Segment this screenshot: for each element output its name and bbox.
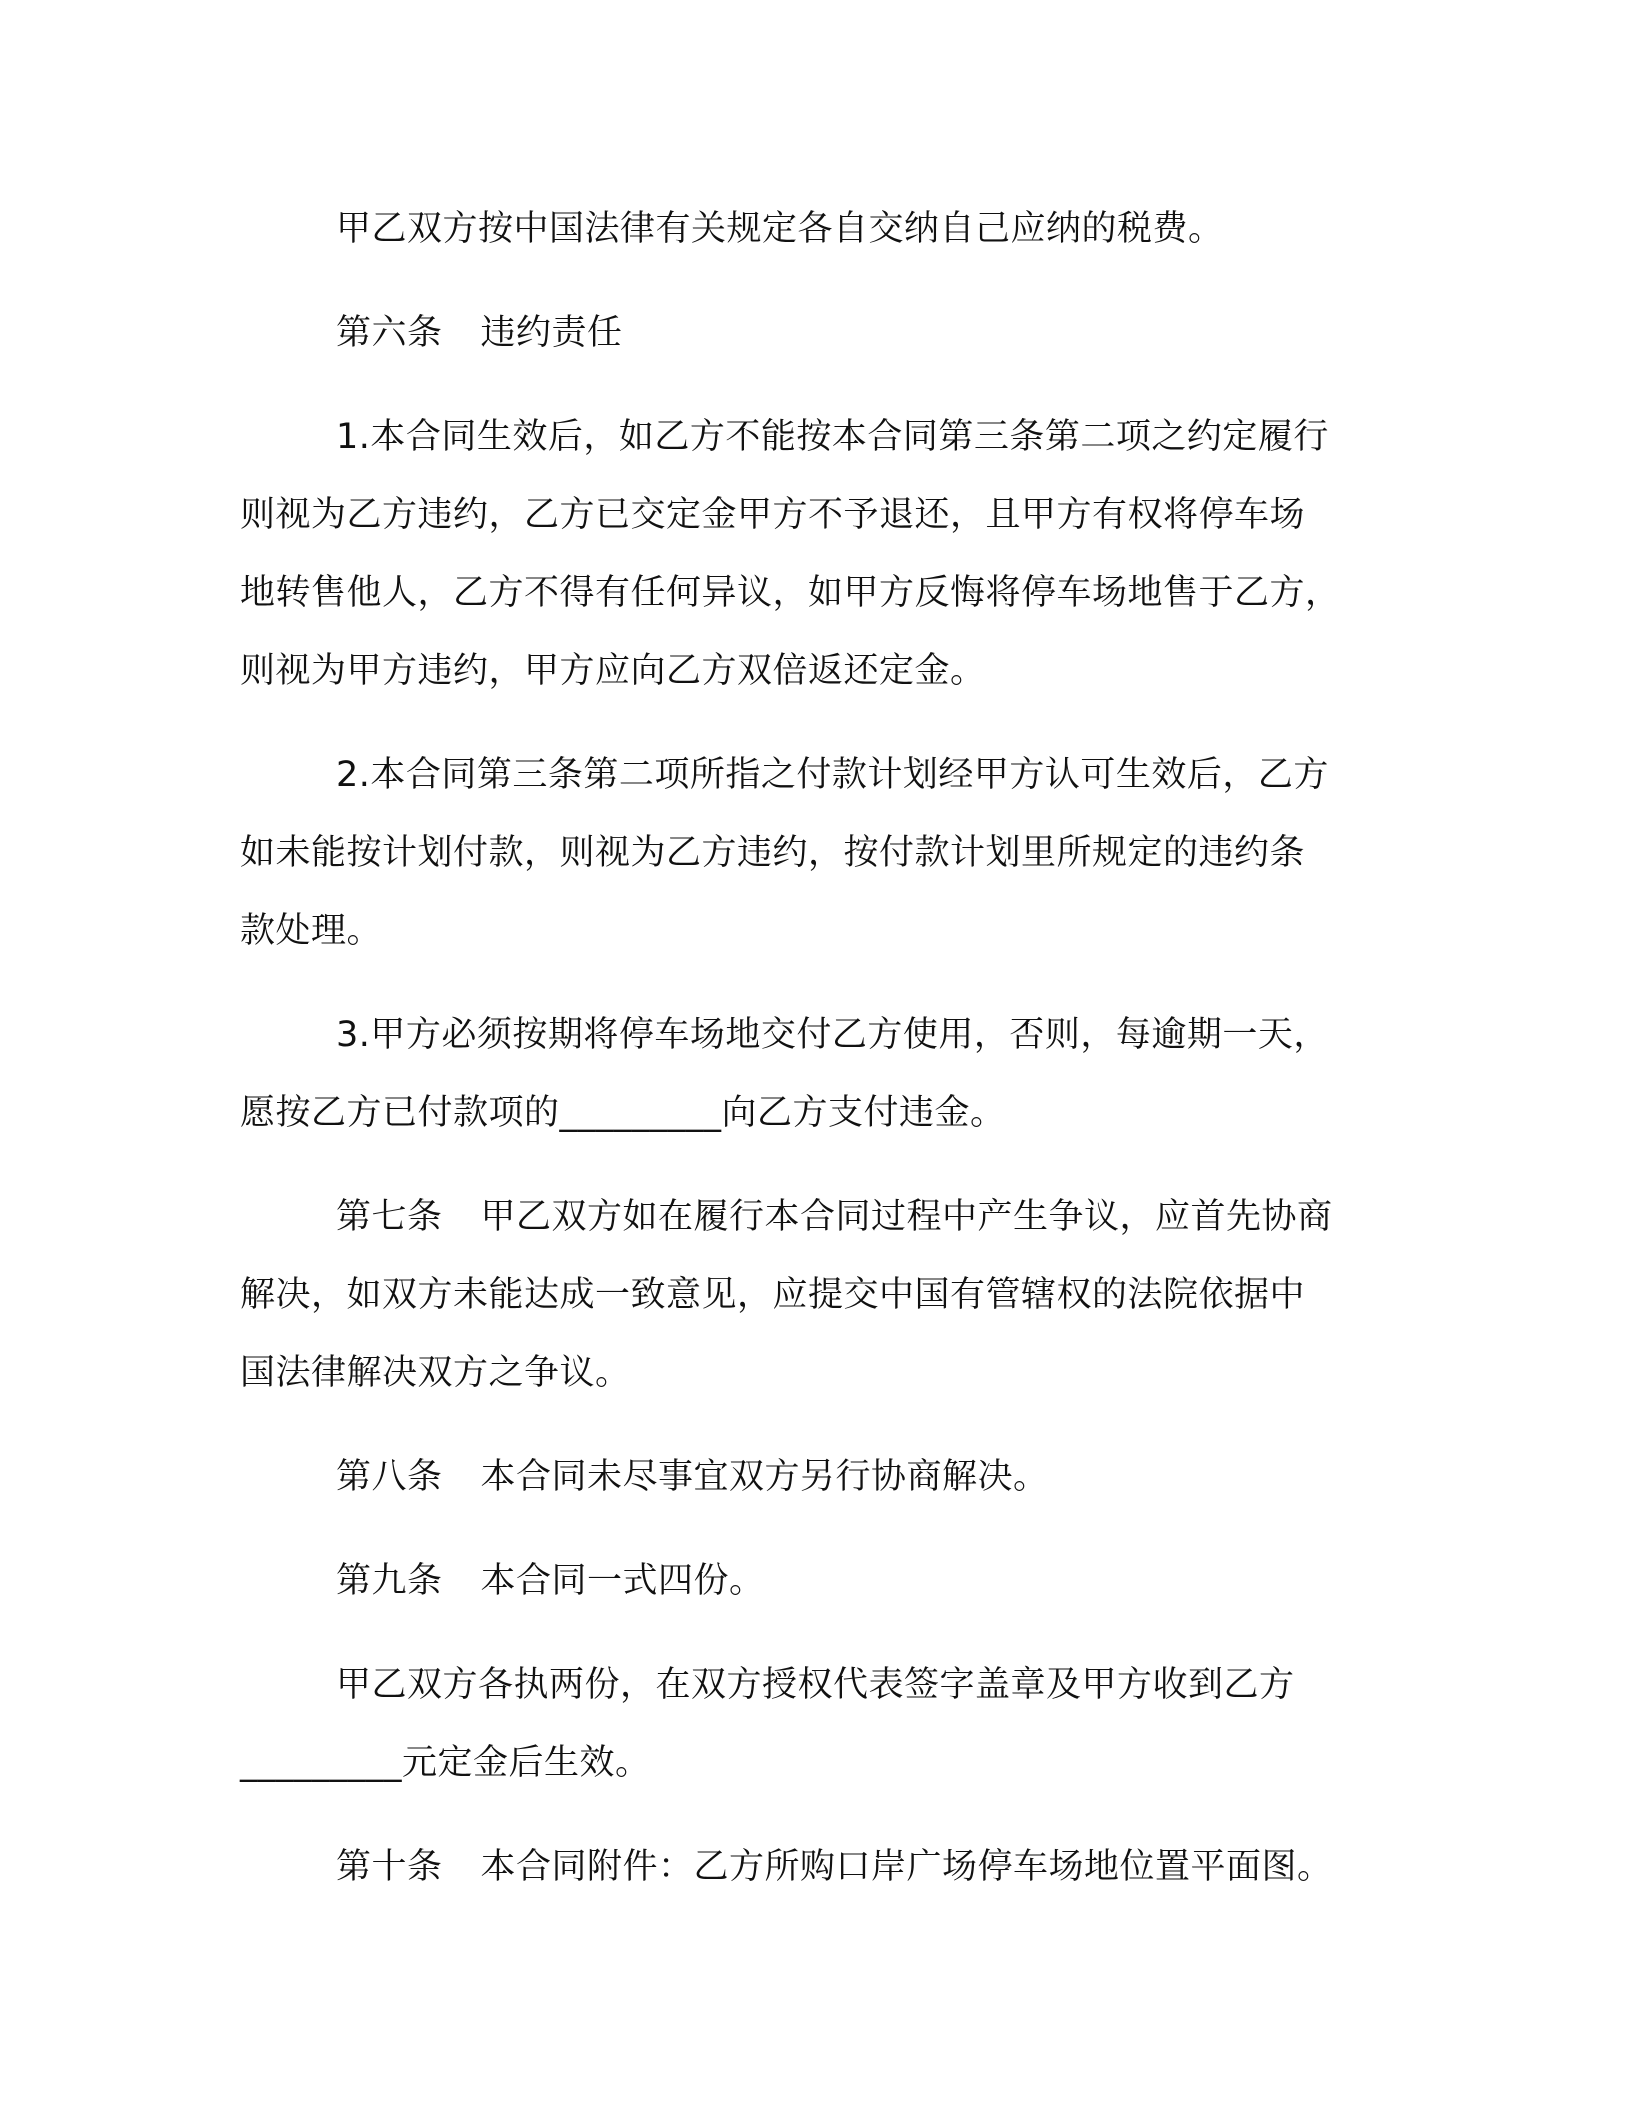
item-2-line-2: 如未能按计划付款，则视为乙方违约，按付款计划里所规定的违约条 [240, 833, 1306, 873]
article-7 [240, 1178, 1390, 1412]
article-10-number: 第十条 [336, 1847, 443, 1887]
article-6-heading [240, 294, 1390, 372]
item-1-line-4: 则视为甲方违约，甲方应向乙方双倍返还定金。 [240, 651, 986, 691]
article-10 [240, 1828, 1390, 1906]
article-7-number: 第七条 [336, 1197, 443, 1237]
article-8 [240, 1438, 1390, 1516]
article-10-text: 本合同附件：乙方所购口岸广场停车场地位置平面图。 [480, 1847, 1333, 1887]
article-9 [240, 1542, 1390, 1620]
item-3-line-1: 3.甲方必须按期将停车场地交付乙方使用，否则，每逾期一天， [336, 1015, 1329, 1055]
item-1-line-1: 1.本合同生效后，如乙方不能按本合同第三条第二项之约定履行 [336, 417, 1329, 457]
item-1-line-3: 地转售他人，乙方不得有任何异议，如甲方反悔将停车场地售于乙方， [240, 573, 1341, 613]
item-2-line-1: 2.本合同第三条第二项所指之付款计划经甲方认可生效后，乙方 [336, 755, 1329, 795]
article-6-item-3 [240, 996, 1390, 1152]
paragraph-effect [240, 1646, 1390, 1802]
article-8-text: 本合同未尽事宜双方另行协商解决。 [480, 1457, 1049, 1497]
article-9-number: 第九条 [336, 1561, 443, 1601]
document-page [240, 190, 1390, 1906]
article-6-item-1 [240, 398, 1390, 710]
item-2-line-3: 款处理。 [240, 911, 383, 951]
article-9-text: 本合同一式四份。 [480, 1561, 765, 1601]
article-7-line-1 [240, 1178, 1390, 1256]
article-7-line-2: 解决，如双方未能达成一致意见，应提交中国有管辖权的法院依据中 [240, 1275, 1306, 1315]
effect-line-2: _________元定金后生效。 [240, 1743, 651, 1783]
article-6-item-2 [240, 736, 1390, 970]
article-7-text-1: 甲乙双方如在履行本合同过程中产生争议，应首先协商 [480, 1197, 1333, 1237]
article-6-title: 违约责任 [480, 313, 623, 353]
effect-line-1: 甲乙双方各执两份，在双方授权代表签字盖章及甲方收到乙方 [336, 1665, 1295, 1705]
article-8-number: 第八条 [336, 1457, 443, 1497]
paragraph-taxes: 甲乙双方按中国法律有关规定各自交纳自己应纳的税费。 [336, 209, 1224, 249]
item-3-line-2: 愿按乙方已付款项的_________向乙方支付违金。 [240, 1093, 1006, 1133]
article-7-line-3: 国法律解决双方之争议。 [240, 1353, 631, 1393]
item-1-line-2: 则视为乙方违约，乙方已交定金甲方不予退还，且甲方有权将停车场 [240, 495, 1306, 535]
article-6-number: 第六条 [336, 313, 443, 353]
